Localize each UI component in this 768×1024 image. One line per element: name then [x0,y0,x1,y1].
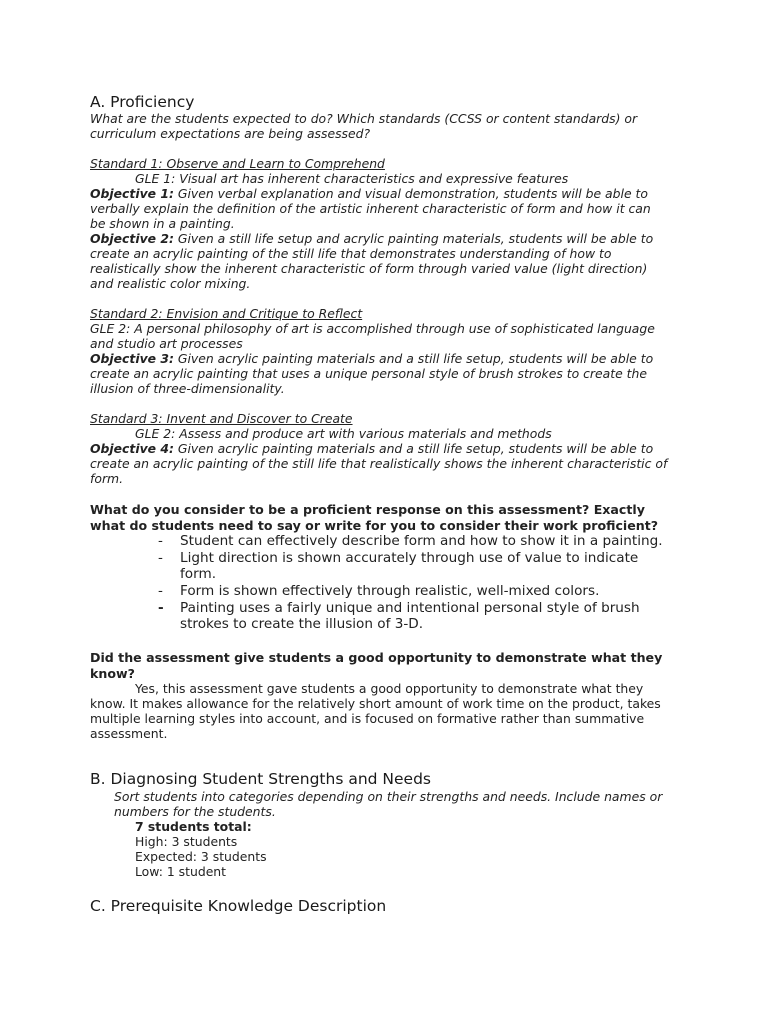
objective-3-label: Objective 3: [90,351,174,366]
objective-1-line: be shown in a painting. [90,216,235,231]
objective-4-label: Objective 4: [90,441,174,456]
objective-1-line [90,186,648,201]
proficient-question-line: What do you consider to be a proficient response on this assessment? Exactly [90,502,645,517]
objective-3-line: illusion of three-dimensionality. [90,381,285,396]
objective-3-line: create an acrylic painting that uses a unique personal style of brush strokes to create the [90,366,647,381]
bullet-marker: - [158,550,163,566]
objective-4-line [90,441,653,456]
bullet-item-text: Student can effectively describe form and how to show it in a painting. [180,533,663,549]
standard-3-title: Standard 3: Invent and Discover to Create [90,411,353,426]
bullet-marker: - [158,583,163,599]
bullet-item-text: Light direction is shown accurately through use of value to indicate [180,550,639,566]
section-a-intro-line: What are the students expected to do? Which standards (CCSS or content standards) or [90,111,638,126]
section-c-heading: C. Prerequisite Knowledge Description [90,897,387,915]
student-group: High: 3 students [135,834,238,849]
proficient-question-line: what do students need to say or write for you to consider their work proficient? [90,518,659,533]
objective-2-line: realistically show the inherent characteristic of form through varied value (light direction) [90,261,648,276]
objective-2-text: Given a still life setup and acrylic painting materials, students will be able to [173,231,654,246]
section-a-intro-line: curriculum expectations are being assessed? [90,126,371,141]
section-a-heading: A. Proficiency [90,93,195,111]
objective-2-line: create an acrylic painting of the still life that demonstrates understanding of how to [90,246,612,261]
standard-1-title: Standard 1: Observe and Learn to Comprehend [90,156,385,171]
opportunity-answer-line: multiple learning styles into account, and is focused on formative rather than summative [90,711,645,726]
objective-4-line: form. [90,471,124,486]
opportunity-question-line: know? [90,666,135,681]
section-b-intro-line: numbers for the students. [114,804,276,819]
bullet-item-text: strokes to create the illusion of 3-D. [180,616,424,632]
objective-3-line [90,351,653,366]
opportunity-question-line: Did the assessment give students a good opportunity to demonstrate what they [90,650,663,665]
objective-1-line: verbally explain the definition of the artistic inherent characteristic of form and how it can [90,201,651,216]
standard-2-gle-line: GLE 2: A personal philosophy of art is accomplished through use of sophisticated language [90,321,655,336]
section-b-heading: B. Diagnosing Student Strengths and Needs [90,770,432,788]
bullet-item-text: Painting uses a fairly unique and intentional personal style of brush [180,600,640,616]
student-group: Low: 1 student [135,864,227,879]
standard-3-gle: GLE 2: Assess and produce art with various materials and methods [135,426,552,441]
students-total: 7 students total: [135,819,252,834]
objective-1-text: Given verbal explanation and visual demonstration, students will be able to [173,186,648,201]
bullet-item-text: Form is shown effectively through realistic, well-mixed colors. [180,583,600,599]
objective-4-line: create an acrylic painting of the still life that realistically shows the inherent characteristic of [90,456,668,471]
opportunity-answer-line: assessment. [90,726,168,741]
standard-2-gle-line: and studio art processes [90,336,243,351]
bullet-item-text: form. [180,566,217,582]
bullet-marker: - [158,600,164,616]
opportunity-answer-line: know. It makes allowance for the relatively short amount of work time on the product, takes [90,696,661,711]
objective-2-label: Objective 2: [90,231,174,246]
student-group: Expected: 3 students [135,849,267,864]
standard-1-gle: GLE 1: Visual art has inherent characteristics and expressive features [135,171,569,186]
objective-3-text: Given acrylic painting materials and a still life setup, students will be able to [173,351,654,366]
objective-2-line: and realistic color mixing. [90,276,251,291]
bullet-marker: - [158,533,163,549]
opportunity-answer-line: Yes, this assessment gave students a good opportunity to demonstrate what they [135,681,644,696]
objective-2-line [90,231,653,246]
standard-2-title: Standard 2: Envision and Critique to Reflect [90,306,363,321]
objective-4-text: Given acrylic painting materials and a still life setup, students will be able to [173,441,654,456]
objective-1-label: Objective 1: [90,186,174,201]
section-b-intro-line: Sort students into categories depending on their strengths and needs. Include names or [114,789,663,804]
